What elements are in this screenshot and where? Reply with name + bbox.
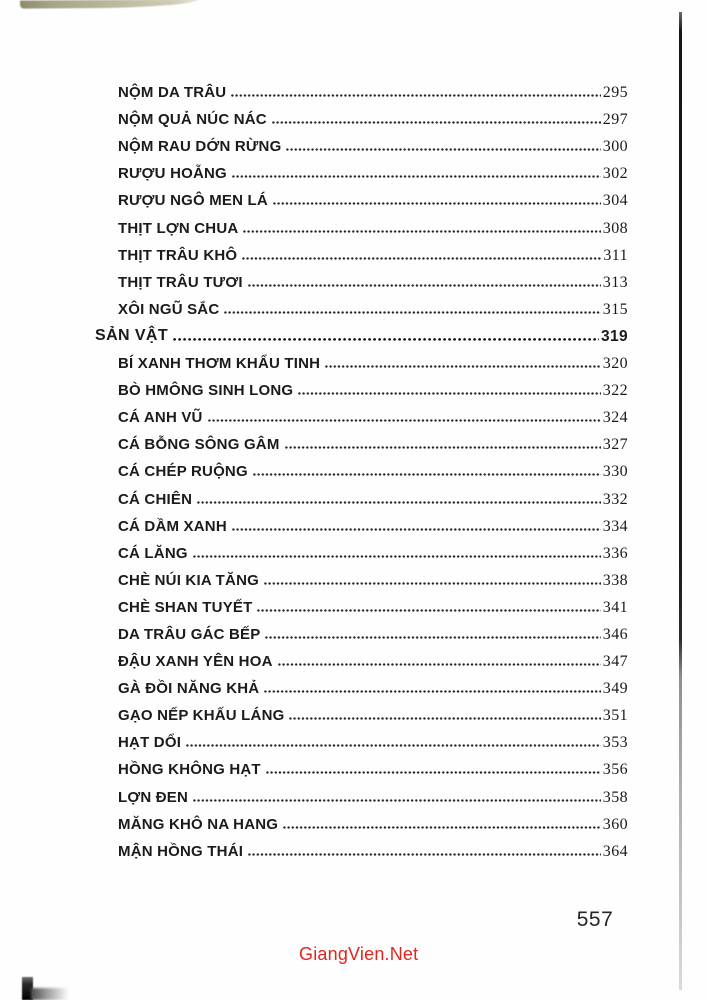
- toc-entry-row: [95, 618, 628, 645]
- page-number: 557: [576, 908, 614, 931]
- toc-entry-title: CÁ CHIÊN: [118, 490, 193, 508]
- toc-entry-title: GÀ ĐỒI NĂNG KHẢ: [118, 680, 260, 698]
- toc-entry-row: [95, 184, 628, 211]
- toc-entry-title: SẢN VẬT: [95, 326, 169, 344]
- toc-entry-title: GẠO NẾP KHẤU LÁNG: [118, 707, 285, 725]
- toc-entry-row: [95, 780, 628, 807]
- toc-entry-row: [95, 835, 628, 862]
- toc-entry-page: 341: [602, 598, 628, 616]
- toc-entry-row: [95, 753, 628, 780]
- toc-entry-page: 315: [602, 300, 628, 318]
- dot-leader: [248, 284, 601, 287]
- dot-leader: [193, 555, 601, 558]
- toc-entry-row: [95, 374, 628, 401]
- toc-entry-row: [95, 293, 628, 320]
- dot-leader: [278, 663, 601, 666]
- toc-entry-page: 324: [602, 409, 628, 427]
- dot-leader: [286, 148, 600, 151]
- toc-section-row: [95, 320, 628, 347]
- dot-leader: [298, 392, 601, 395]
- toc-entry-row: [95, 510, 628, 537]
- toc-entry-row: [95, 672, 628, 699]
- toc-entry-row: [95, 239, 628, 266]
- toc-entry-title: THỊT TRÂU KHÔ: [118, 246, 238, 264]
- toc-entry-title: BÒ HMÔNG SINH LONG: [118, 382, 294, 400]
- toc-entry-title: BÍ XANH THƠM KHẨU TINH: [118, 355, 321, 373]
- dot-leader: [232, 175, 601, 178]
- scan-artifact-right-edge: [679, 12, 682, 990]
- toc-entry-title: RƯỢU HOẴNG: [118, 165, 227, 183]
- toc-entry-row: [95, 266, 628, 293]
- toc-entry-title: CÁ LĂNG: [118, 544, 188, 562]
- toc-entry-page: 313: [602, 273, 628, 291]
- toc-entry-page: 297: [602, 111, 628, 129]
- toc-entry-page: 302: [602, 165, 628, 183]
- dot-leader: [186, 744, 601, 747]
- table-of-contents: [95, 76, 628, 862]
- dot-leader: [285, 446, 601, 449]
- toc-entry-title: CHÈ SHAN TUYẾT: [118, 598, 253, 616]
- dot-leader: [242, 257, 601, 260]
- toc-entry-row: [95, 428, 628, 455]
- toc-entry-title: RƯỢU NGÔ MEN LÁ: [118, 192, 268, 210]
- toc-entry-row: [95, 347, 628, 374]
- toc-entry-page: 322: [602, 382, 628, 400]
- dot-leader: [208, 419, 601, 422]
- toc-entry-row: [95, 564, 628, 591]
- toc-entry-title: DA TRÂU GÁC BẾP: [118, 625, 261, 643]
- toc-entry-title: NỘM DA TRÂU: [118, 84, 227, 102]
- toc-entry-page: 336: [602, 544, 628, 562]
- dot-leader: [283, 826, 601, 829]
- toc-entry-title: XÔI NGŨ SẮC: [118, 300, 220, 318]
- toc-entry-title: NỘM QUẢ NÚC NÁC: [118, 111, 267, 129]
- dot-leader: [224, 311, 600, 314]
- toc-entry-title: MĂNG KHÔ NA HANG: [118, 815, 279, 833]
- toc-entry-row: [95, 808, 628, 835]
- dot-leader: [264, 582, 601, 585]
- toc-entry-page: 330: [602, 463, 628, 481]
- toc-entry-page: 304: [602, 192, 628, 210]
- toc-entry-row: [95, 103, 628, 130]
- toc-entry-page: 319: [600, 327, 628, 345]
- toc-entry-title: HỒNG KHÔNG HẠT: [118, 761, 261, 779]
- toc-entry-title: THỊT LỢN CHUA: [118, 219, 239, 237]
- scan-artifact-bottom-left-smear: [31, 988, 69, 1000]
- toc-entry-page: 358: [602, 788, 628, 806]
- toc-entry-row: [95, 482, 628, 509]
- toc-entry-page: 300: [602, 138, 628, 156]
- toc-entry-page: 327: [602, 436, 628, 454]
- toc-entry-row: [95, 699, 628, 726]
- watermark-text: GiangVien.Net: [299, 944, 419, 964]
- toc-entry-page: 320: [602, 355, 628, 373]
- toc-entry-page: 347: [602, 653, 628, 671]
- dot-leader: [272, 121, 601, 124]
- toc-entry-row: [95, 645, 628, 672]
- toc-entry-page: 311: [603, 246, 628, 264]
- toc-entry-title: HẠT DỔI: [118, 734, 182, 752]
- toc-entry-page: 334: [602, 517, 628, 535]
- dot-leader: [193, 799, 601, 802]
- dot-leader: [253, 473, 601, 476]
- toc-entry-row: [95, 401, 628, 428]
- toc-entry-page: 360: [602, 815, 628, 833]
- dot-leader: [173, 338, 599, 341]
- toc-entry-title: CÁ BỖNG SÔNG GÂM: [118, 436, 280, 454]
- toc-entry-title: CÁ ANH VŨ: [118, 409, 203, 427]
- toc-entry-page: 346: [602, 625, 628, 643]
- toc-entry-title: CÁ DẦM XANH: [118, 517, 227, 535]
- toc-entry-page: 351: [602, 707, 628, 725]
- toc-entry-page: 338: [602, 571, 628, 589]
- toc-entry-page: 295: [602, 84, 628, 102]
- dot-leader: [266, 771, 601, 774]
- toc-entry-row: [95, 591, 628, 618]
- dot-leader: [289, 717, 600, 720]
- toc-entry-page: 308: [602, 219, 628, 237]
- dot-leader: [243, 230, 600, 233]
- toc-entry-title: CÁ CHÉP RUỘNG: [118, 463, 248, 481]
- toc-entry-row: [95, 157, 628, 184]
- toc-entry-title: THỊT TRÂU TƯƠI: [118, 273, 243, 291]
- toc-entry-row: [95, 726, 628, 753]
- toc-entry-row: [95, 537, 628, 564]
- toc-entry-page: 353: [602, 734, 628, 752]
- dot-leader: [231, 94, 600, 97]
- toc-entry-row: [95, 455, 628, 482]
- dot-leader: [197, 501, 601, 504]
- dot-leader: [325, 365, 601, 368]
- toc-entry-page: 356: [602, 761, 628, 779]
- toc-entry-row: [95, 211, 628, 238]
- dot-leader: [257, 609, 600, 612]
- toc-entry-page: 364: [602, 842, 628, 860]
- toc-entry-row: [95, 130, 628, 157]
- toc-entry-title: LỢN ĐEN: [118, 788, 189, 806]
- scan-artifact-top-edge: [20, 0, 198, 9]
- dot-leader: [248, 853, 601, 856]
- dot-leader: [265, 636, 600, 639]
- toc-entry-title: CHÈ NÚI KIA TĂNG: [118, 571, 259, 589]
- toc-entry-title: NỘM RAU DỚN RỪNG: [118, 138, 282, 156]
- dot-leader: [264, 690, 600, 693]
- toc-entry-page: 349: [602, 680, 628, 698]
- dot-leader: [232, 528, 601, 531]
- dot-leader: [273, 202, 601, 205]
- toc-entry-title: MẬN HỒNG THÁI: [118, 842, 244, 860]
- toc-entry-row: [95, 76, 628, 103]
- toc-entry-page: 332: [602, 490, 628, 508]
- toc-entry-title: ĐẬU XANH YÊN HOA: [118, 653, 273, 671]
